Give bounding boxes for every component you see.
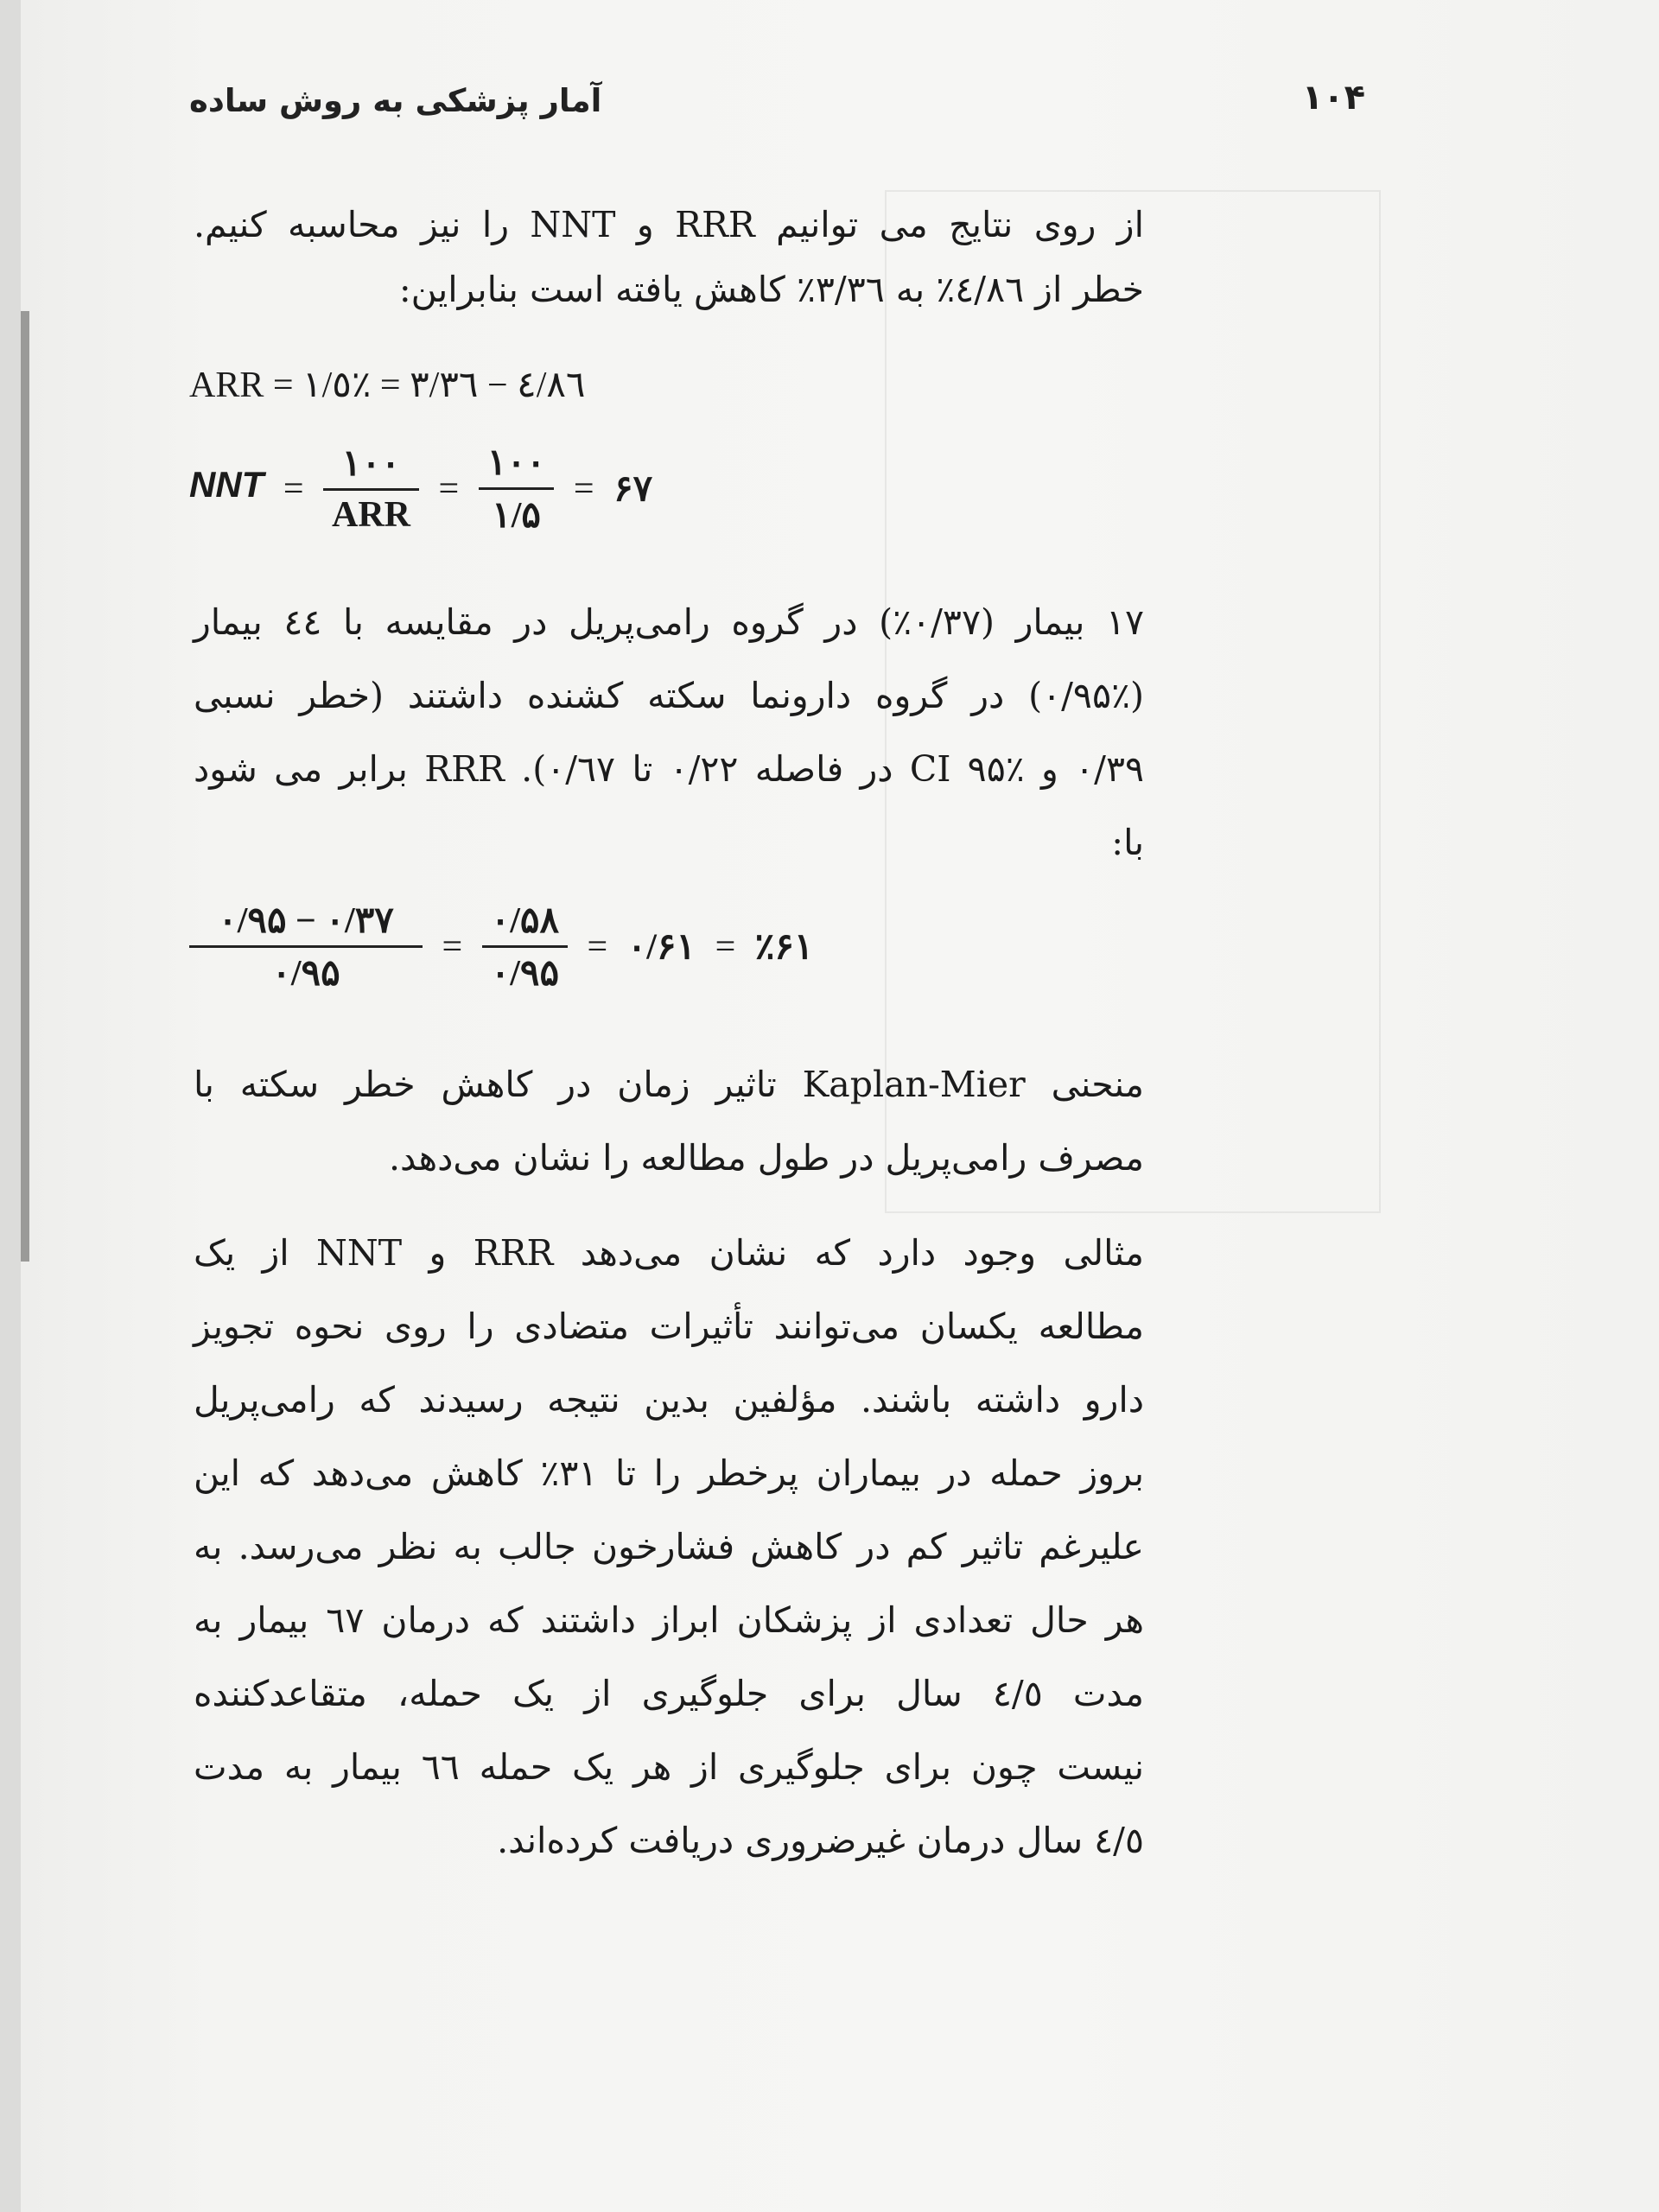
fraction (482, 899, 568, 995)
fraction-bar (482, 945, 568, 948)
equals-sign: = (283, 468, 304, 509)
numerator: ۱۰۰ (486, 443, 546, 483)
fraction (189, 899, 423, 995)
nnt-label: NNT (189, 464, 264, 505)
page-number: ۱۰۴ (1301, 78, 1365, 118)
numerator: ۱۰۰ (341, 444, 401, 484)
equals-sign: = (587, 926, 608, 967)
text-line: علیرغم تاثیر کم در کاهش فشارخون جالب به نظر می‌رسد. به (194, 1526, 1144, 1567)
text-line: مطالعه یکسان می‌توانند تأثیرات متضادی را روی نحوه تجویز (194, 1306, 1144, 1347)
numerator: ۰/۹۵ − ۰/۳۷ (218, 901, 394, 941)
rrr-equation (189, 899, 813, 995)
fraction-bar (323, 488, 419, 491)
text-line: دارو داشته باشند. مؤلفین بدین نتیجه رسیدند که رامی‌پریل (194, 1379, 1144, 1421)
fraction-bar (479, 487, 555, 490)
text-line: از روی نتایج می توانیم RRR و NNT را نیز محاسبه کنیم. (194, 204, 1144, 245)
equals-sign: = (438, 468, 460, 509)
text-line: مثالی وجود دارد که نشان می‌دهد RRR و NNT از یک (194, 1232, 1144, 1274)
rrr-percent: ٪۶۱ (754, 927, 814, 968)
denominator: ۱/۵ (492, 496, 541, 536)
text-line: ۰/۳۹ و CI ۹۵٪ در فاصله ۰/۲۲ تا ۰/٦٧). RRR برابر می شود (194, 748, 1145, 790)
text-line: مصرف رامی‌پریل در طول مطالعه را نشان می‌دهد. (388, 1137, 1144, 1179)
fraction (323, 442, 419, 536)
text-line: مدت ٤/٥ سال برای جلوگیری از یک حمله، متقاعدکننده (194, 1673, 1145, 1714)
book-page (21, 0, 1659, 2212)
text-line: نیست چون برای جلوگیری از هر یک حمله ٦٦ بیمار به مدت (194, 1746, 1144, 1788)
denominator: ۰/۹۵ (271, 954, 340, 994)
denominator: ۰/۹۵ (490, 954, 560, 994)
text-line: ۱۷ بیمار (۰/۳۷٪) در گروه رامی‌پریل در مقایسه با ٤٤ بیمار (194, 601, 1145, 643)
denominator: ARR (332, 495, 411, 535)
text-line: با: (1111, 822, 1144, 863)
running-header-title: آمار پزشکی به روش ساده (189, 82, 602, 119)
numerator: ۰/۵۸ (490, 901, 560, 941)
equals-sign: = (715, 926, 736, 967)
rrr-decimal: ۰/۶۱ (626, 927, 696, 968)
text-line: ٤/٥ سال درمان غیرضروری دریافت کرده‌اند. (497, 1820, 1144, 1861)
equals-sign: = (573, 468, 594, 509)
text-line: منحنی Kaplan-Mier تاثیر زمان در کاهش خطر سکته با (194, 1064, 1144, 1105)
text-line: خطر از ٤/٨٦٪ به ٣/٣٦٪ کاهش یافته است بنابراین: (398, 269, 1144, 310)
equals-sign: = (442, 926, 463, 967)
text-line: (۰/۹۵٪) در گروه دارونما سکته کشنده داشتند (خطر نسبی (194, 675, 1144, 716)
fraction-bar (189, 945, 423, 948)
nnt-equation (189, 441, 652, 537)
text-line: هر حال تعدادی از پزشکان ابراز داشتند که درمان ٦٧ بیمار به (194, 1599, 1144, 1641)
arr-equation: ARR = ٤/٨٦ − ٣/٣٦ = ٪١/٥ (189, 365, 586, 405)
fraction (479, 441, 555, 537)
text-line: بروز حمله در بیماران پرخطر را تا ۳۱٪ کاهش می‌دهد که این (194, 1452, 1144, 1494)
nnt-result: ۶۷ (613, 469, 653, 510)
